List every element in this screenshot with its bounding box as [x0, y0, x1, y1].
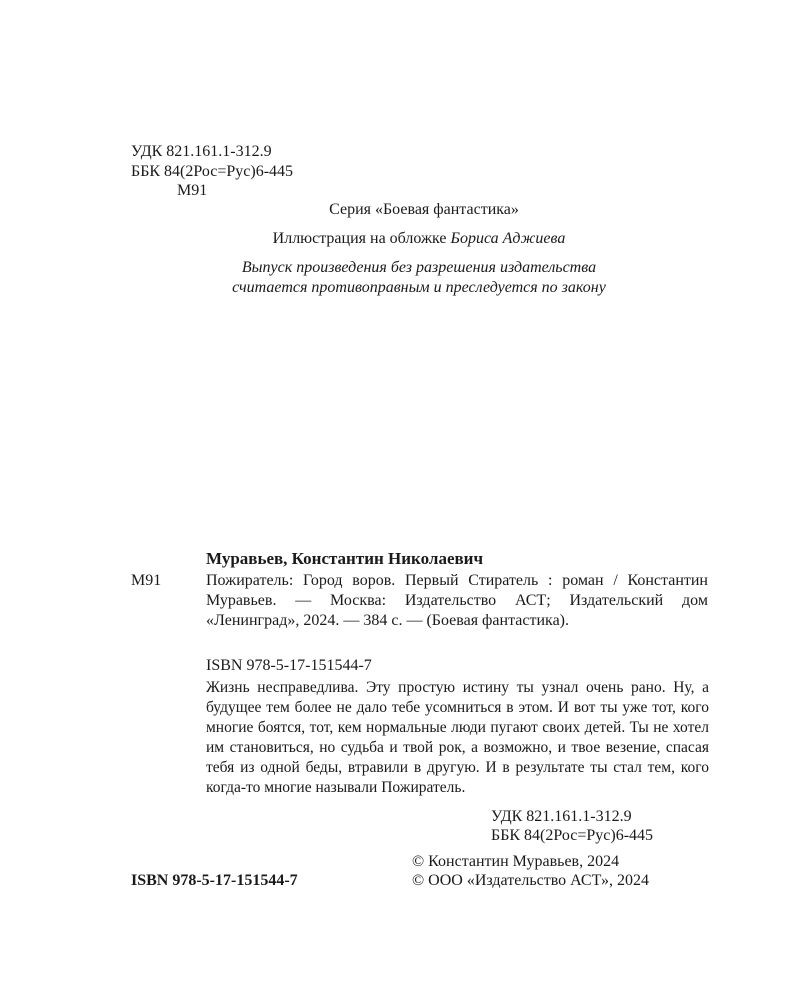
catalog-isbn: ISBN 978-5-17-151544-7	[206, 657, 372, 674]
illustration-artist: Бориса Аджиева	[450, 230, 566, 247]
catalog-author: Муравьев, Константин Николаевич	[206, 549, 484, 568]
series-title: Серия «Боевая фантастика»	[329, 201, 519, 218]
catalog-code: М91	[131, 572, 162, 589]
header-bbk: ББК 84(2Рос=Рус)6-445	[131, 163, 294, 180]
header-udk: УДК 821.161.1-312.9	[131, 143, 272, 160]
book-annotation: Жизнь несправедлива. Эту простую истину ты узнал очень рано. Ну, а будущее тем более не дало тебе усомниться в этом. И вот ты уже тот, кого многие боятся, тот, кем нормальные люди пугают своих детей. Ты не хотел им становиться, но судьба и твой рок, а возможно, и твое везение, спасая тебя из одной беды, втравили в другую. И в результате ты стал тем, кого когда-то многие называли Пожиратель.	[206, 679, 709, 796]
header-author-code: М91	[177, 182, 208, 199]
copyright-notice	[0, 258, 800, 298]
footer-udk: УДК 821.161.1-312.9	[491, 808, 632, 825]
copyright-publisher: © ООО «Издательство АСТ», 2024	[412, 872, 649, 889]
copyright-author: © Константин Муравьев, 2024	[412, 853, 620, 870]
notice-line-2: считается противоправным и преследуется по закону	[232, 279, 606, 296]
notice-line-1: Выпуск произведения без разрешения издательства	[241, 259, 597, 276]
illustration-credit	[0, 229, 800, 249]
footer-bbk: ББК 84(2Рос=Рус)6-445	[491, 827, 654, 844]
footer-isbn: ISBN 978-5-17-151544-7	[131, 872, 298, 889]
illustration-prefix: Иллюстрация на обложке	[272, 230, 451, 247]
catalog-description: Пожиратель: Город воров. Первый Стиратель : роман / Константин Муравьев. — Москва: Издательство АСТ; Издательский дом «Ленинград», 2024. — 384 с. — (Боевая фантастика).	[206, 572, 708, 629]
